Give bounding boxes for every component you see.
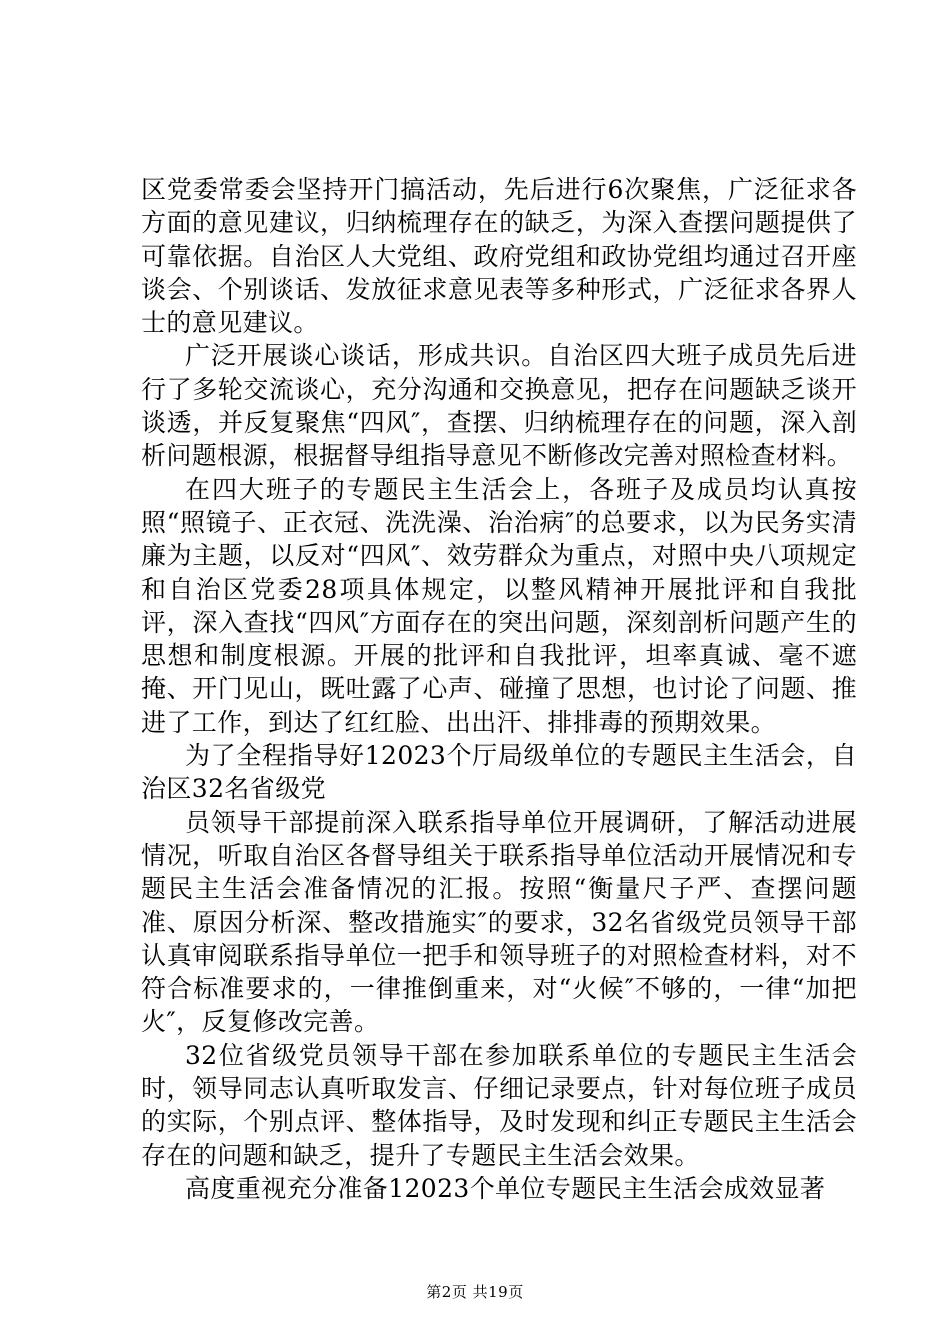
paragraph: 32位省级党员领导干部在参加联系单位的专题民主生活会时，领导同志认真听取发言、仔细记录要点，针对每位班子成员的实际，个别点评、整体指导，及时发现和纠正专题民主生活会存在的问题和缺乏，提升了专题民主生活会效果。 (141, 1040, 857, 1170)
paragraph: 广泛开展谈心谈话，形成共识。自治区四大班子成员先后进行了多轮交流谈心，充分沟通和交换意见，把存在问题缺乏谈开谈透，并反复聚焦“四风″，查摆、归纳梳理存在的问题，深入剖析问题根源，根据督导组指导意见不断修改完善对照检查材料。 (141, 341, 857, 471)
paragraph: 区党委常委会坚持开门搞活动，先后进行6次聚焦，广泛征求各方面的意见建议，归纳梳理存在的缺乏，为深入查摆问题提供了可靠依据。自治区人大党组、政府党组和政协党组均通过召开座谈会、个别谈话、发放征求意见表等多种形式，广泛征求各界人士的意见建议。 (141, 175, 857, 338)
page-number-footer: 第2页 共19页 (426, 1283, 524, 1301)
paragraph: 员领导干部提前深入联系指导单位开展调研，了解活动进展情况，听取自治区各督导组关于联系指导单位活动开展情况和专题民主生活会准备情况的汇报。按照“衡量尺子严、查摆问题准、原因分析深、整改措施实″的要求，32名省级党员领导干部认真审阅联系指导单位一把手和领导班子的对照检查材料，对不符合标准要求的，一律推倒重来，对“火候″不够的，一律“加把火″，反复修改完善。 (141, 807, 857, 1037)
document-body (141, 173, 857, 1205)
paragraph: 为了全程指导好12023个厅局级单位的专题民主生活会，自治区32名省级党 (141, 741, 857, 804)
paragraph: 高度重视充分准备12023个单位专题民主生活会成效显著 (185, 1173, 826, 1203)
paragraph: 在四大班子的专题民主生活会上，各班子及成员均认真按照“照镜子、正衣冠、洗洗澡、治治病″的总要求，以为民务实清廉为主题，以反对“四风″、效劳群众为重点，对照中央八项规定和自治区党委28项具体规定，以整风精神开展批评和自我批评，深入查找“四风″方面存在的突出问题，深刻剖析问题产生的思想和制度根源。开展的批评和自我批评，坦率真诚、毫不遮掩、开门见山，既吐露了心声、碰撞了思想，也讨论了问题、推进了工作，到达了红红脸、出出汗、排排毒的预期效果。 (141, 474, 857, 737)
